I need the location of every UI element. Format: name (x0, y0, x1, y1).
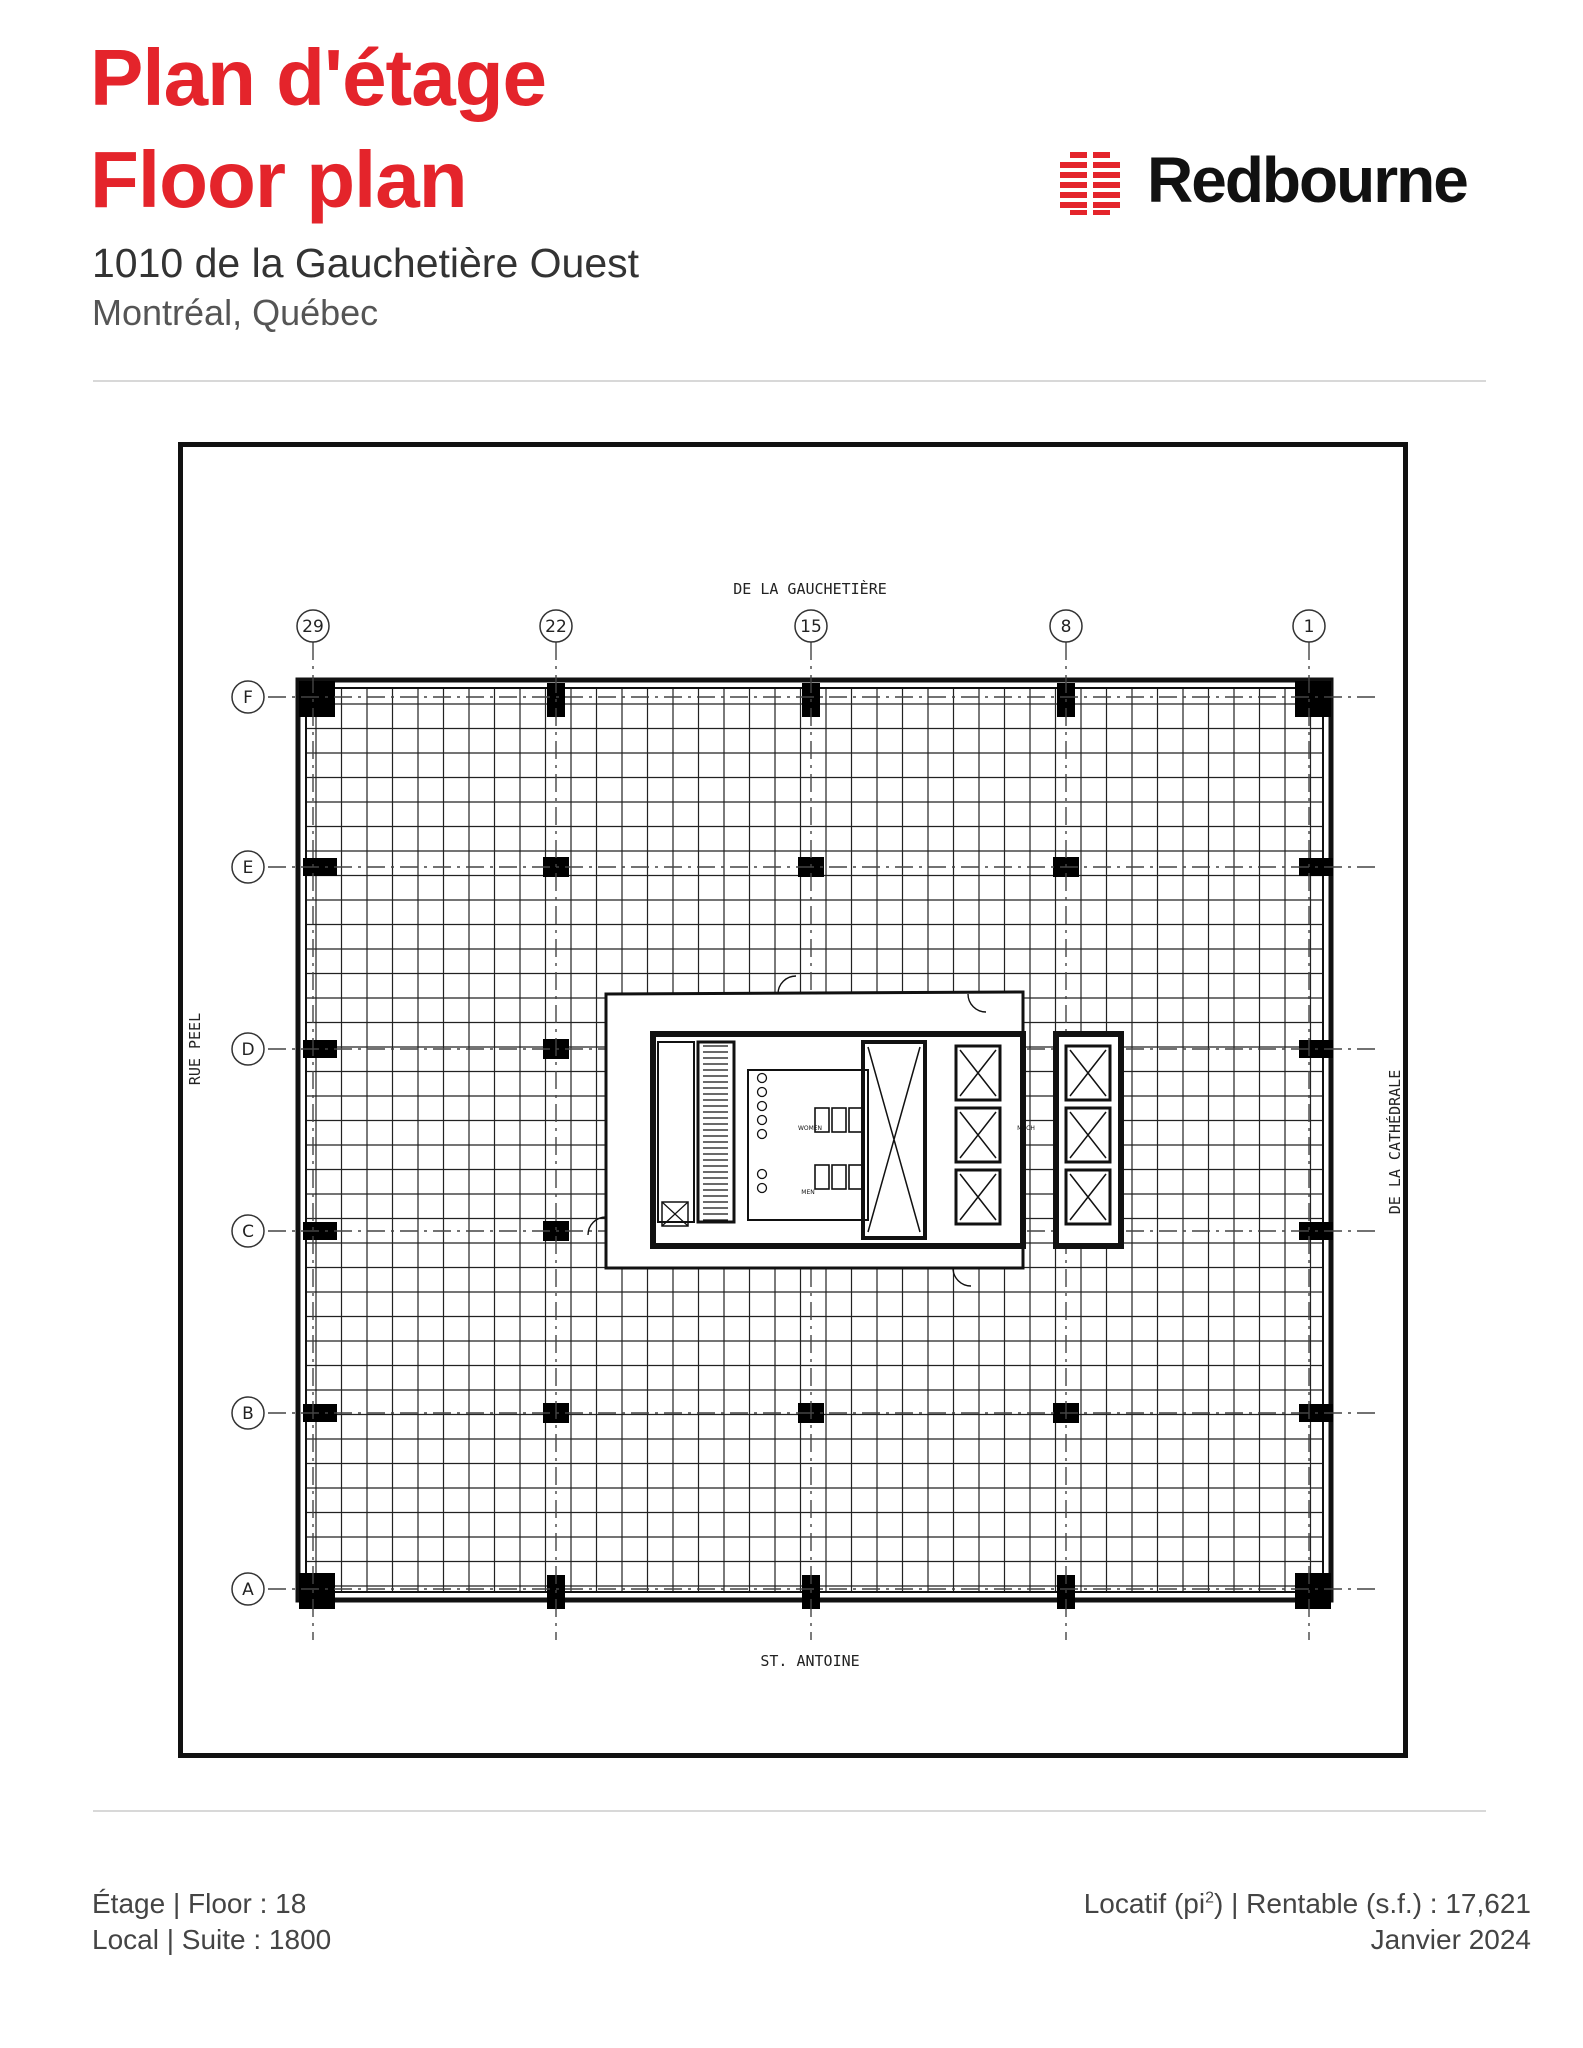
grid-column-label: 1 (1303, 617, 1315, 637)
door-swing (778, 976, 796, 994)
area-suffix: ) | Rentable (s.f.) : 17,621 (1214, 1888, 1531, 1919)
core-women-label: WOMEN (797, 1125, 823, 1132)
logo-wordmark: Redbourne (1147, 144, 1467, 216)
plan-date: Janvier 2024 (1370, 1924, 1531, 1955)
core-mech-label: MECH (1017, 1125, 1035, 1132)
core-men-label: MEN (801, 1189, 815, 1196)
title-french: Plan d'étage (90, 33, 547, 122)
grid-column-label: 22 (545, 617, 567, 637)
street-right-label: DE LA CATHÉDRALE (1386, 1069, 1404, 1215)
title-english: Floor plan (90, 135, 467, 224)
redbourne-stripes-logo-icon (1058, 150, 1138, 216)
city: Montréal, Québec (92, 292, 379, 333)
address: 1010 de la Gauchetière Ouest (92, 240, 640, 286)
grid-row-label: F (243, 688, 253, 708)
street-left-label: RUE PEEL (186, 1012, 204, 1086)
grid-row-label: A (242, 1580, 254, 1600)
floor-plan-drawing (178, 442, 1408, 1758)
door-swing (953, 1268, 971, 1286)
area-prefix: Locatif (pi (1083, 1888, 1206, 1919)
corner-column (299, 681, 335, 717)
corner-column (1295, 681, 1331, 717)
suite-info: Local | Suite : 1800 (92, 1924, 332, 1955)
rentable-area (1084, 1888, 1531, 1920)
street-top-label: DE LA GAUCHETIÈRE (733, 580, 887, 598)
grid-row-label: B (242, 1404, 254, 1424)
top-divider (93, 380, 1486, 382)
grid-row-label: C (242, 1222, 254, 1242)
street-bottom-label: ST. ANTOINE (760, 1652, 860, 1670)
corner-column (299, 1573, 335, 1609)
area-superscript: 2 (1205, 1889, 1215, 1907)
grid-row-label: D (241, 1040, 255, 1060)
grid-column-label: 8 (1060, 617, 1072, 637)
grid-column-label: 29 (302, 617, 324, 637)
corner-column (1295, 1573, 1331, 1609)
floor-info: Étage | Floor : 18 (92, 1888, 307, 1919)
bottom-divider (93, 1810, 1486, 1812)
grid-column-label: 15 (800, 617, 822, 637)
grid-row-label: E (242, 858, 254, 878)
